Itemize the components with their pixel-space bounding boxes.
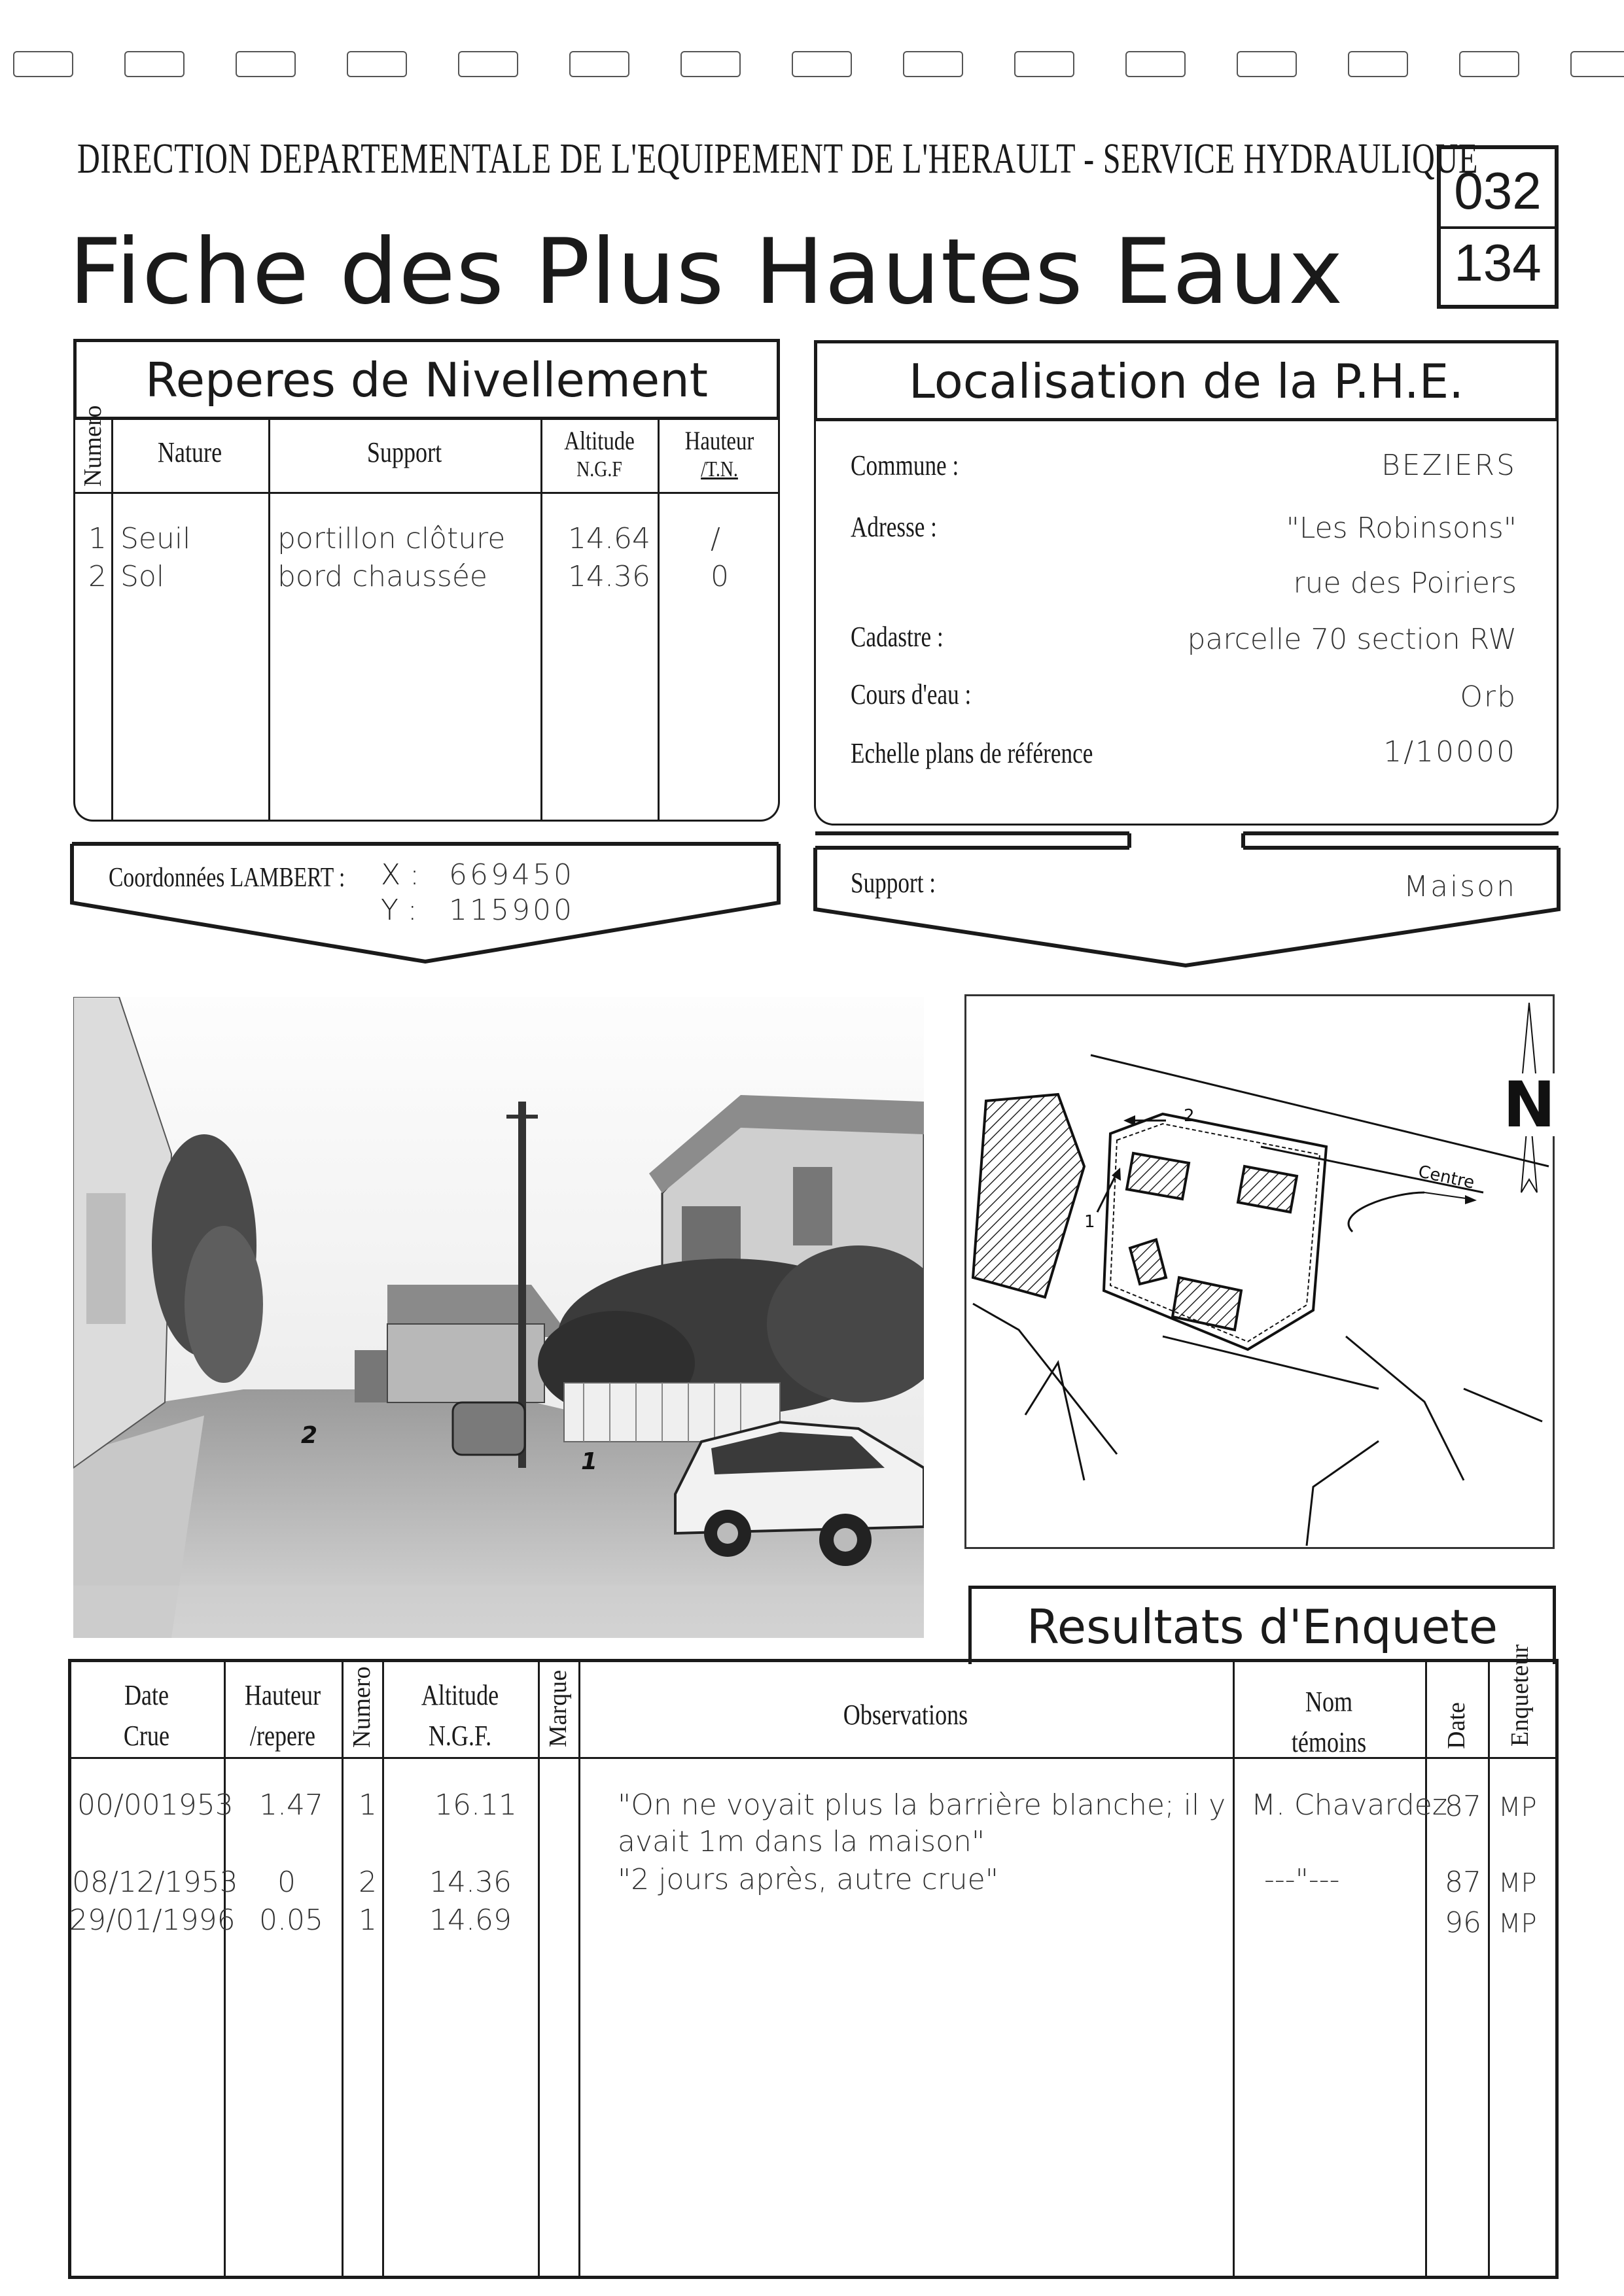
fiche-code-bottom: 134: [1454, 234, 1542, 292]
result-date: 08/12/1953: [72, 1866, 238, 1899]
result-witness: ---"---: [1264, 1863, 1340, 1896]
repere-support: portillon clôture: [277, 522, 506, 555]
result-observation-line2: avait 1m dans la maison": [618, 1825, 985, 1858]
site-photo: [73, 997, 924, 1638]
col-nature: Nature: [157, 436, 222, 468]
result-observation-line1: "On ne voyait plus la barrière blanche; il y: [618, 1788, 1226, 1822]
echelle-value: 1/10000: [1383, 735, 1517, 769]
result-altitude: 14.36: [429, 1866, 512, 1899]
support-label: Support :: [851, 867, 936, 899]
cours-eau-value: Orb: [1460, 680, 1517, 714]
result-surveyor: MP: [1498, 1868, 1537, 1898]
repere-altitude: 14.36: [568, 560, 650, 593]
repere-altitude: 14.64: [568, 522, 650, 555]
coord-x-label: X :: [381, 858, 419, 892]
localisation-title: Localisation de la P.H.E.: [908, 354, 1464, 409]
result-numero: 1: [359, 1904, 377, 1937]
col-altitude-resultats-line2: N.G.F.: [428, 1720, 492, 1752]
binder-hole: [458, 51, 518, 77]
result-witness: M. Chavardez: [1251, 1788, 1447, 1822]
commune-label: Commune :: [851, 449, 959, 481]
repere-hauteur: 0: [711, 560, 729, 593]
repere-support: bord chaussée: [277, 560, 487, 593]
site-plan-drawing: [966, 996, 1556, 1547]
photo-marker-2: 2: [301, 1422, 318, 1449]
result-numero: 1: [359, 1788, 377, 1822]
col-hauteur-repere: [236, 1679, 330, 1753]
page-title: Fiche des Plus Hautes Eaux: [69, 219, 1344, 324]
reperes-title: Reperes de Nivellement: [145, 353, 709, 408]
col-support: Support: [366, 436, 442, 468]
org-header: DIRECTION DEPARTEMENTALE DE L'EQUIPEMENT DE L'HERAULT - SERVICE HYDRAULIQUE: [77, 135, 1479, 183]
cadastre-label: Cadastre :: [851, 621, 944, 653]
repere-numero: 2: [88, 560, 107, 593]
coord-y-value: 115900: [449, 894, 574, 927]
result-surveyor: MP: [1498, 1909, 1537, 1939]
col-enqueteur: Enqueteur: [1506, 1644, 1534, 1747]
result-survey-date: 87: [1445, 1866, 1481, 1899]
result-date: 29/01/1996: [69, 1904, 236, 1937]
col-altitude: [552, 426, 646, 484]
binder-hole: [569, 51, 629, 77]
col-date-crue-line1: Date: [124, 1679, 169, 1711]
result-date: 00/001953: [77, 1788, 234, 1822]
north-arrow-label: N: [1503, 1068, 1556, 1141]
echelle-label: Echelle plans de référence: [851, 737, 1093, 769]
repere-nature: Seuil: [120, 522, 191, 555]
binder-hole: [903, 51, 963, 77]
col-date-crue: [84, 1679, 209, 1753]
binder-hole: [1459, 51, 1519, 77]
photo-illustration: [73, 997, 924, 1638]
localisation-title-box: [814, 340, 1559, 421]
col-numero: Numero: [79, 405, 107, 487]
repere-hauteur: /: [711, 522, 720, 555]
col-hauteur-repere-line1: Hauteur: [244, 1679, 321, 1711]
binder-hole: [680, 51, 741, 77]
col-nom-temoins: [1251, 1685, 1407, 1760]
adresse-line2: rue des Poiriers: [1293, 566, 1517, 600]
col-hauteur-repere-line2: /repere: [249, 1720, 316, 1752]
col-observations: Observations: [843, 1699, 968, 1731]
binder-hole: [347, 51, 407, 77]
result-surveyor: MP: [1498, 1792, 1537, 1822]
result-altitude: 14.69: [429, 1904, 512, 1937]
resultats-title-box: [968, 1586, 1556, 1664]
binder-hole: [792, 51, 852, 77]
col-altitude-line2: N.G.F: [576, 457, 622, 481]
binder-hole: [1348, 51, 1408, 77]
coordinates-arrow-box: [65, 837, 792, 968]
plan-marker-1: 1: [1084, 1212, 1095, 1232]
street-label-centre: Centre: [1416, 1162, 1477, 1193]
binder-hole: [124, 51, 185, 77]
photo-marker-1: 1: [581, 1448, 598, 1475]
result-hauteur: 1.47: [259, 1788, 323, 1822]
support-value: Maison: [1403, 870, 1517, 903]
binder-hole: [1570, 51, 1624, 77]
col-numero-resultats: Numero: [348, 1666, 376, 1748]
binder-hole: [236, 51, 296, 77]
binder-hole: [13, 51, 73, 77]
result-survey-date: 96: [1445, 1906, 1481, 1939]
col-altitude-resultats-line1: Altitude: [421, 1679, 499, 1711]
coord-y-label: Y :: [381, 894, 417, 927]
result-hauteur: 0.05: [259, 1904, 323, 1937]
result-survey-date: 87: [1445, 1790, 1481, 1823]
col-altitude-resultats: [397, 1679, 523, 1753]
result-hauteur: 0: [277, 1866, 296, 1899]
col-hauteur-line1: Hauteur: [684, 426, 754, 455]
commune-value: BEZIERS: [1381, 449, 1517, 482]
col-hauteur-line2: /T.N.: [701, 457, 738, 481]
col-marque: Marque: [544, 1669, 572, 1748]
coord-x-value: 669450: [449, 858, 574, 892]
col-nom-temoins-line2: témoins: [1291, 1726, 1367, 1758]
reperes-title-box: [73, 339, 780, 420]
col-nom-temoins-line1: Nom: [1305, 1686, 1353, 1718]
result-observation-line1: "2 jours après, autre crue": [618, 1863, 998, 1896]
fiche-code-box: [1437, 145, 1559, 309]
adresse-line1: "Les Robinsons": [1286, 512, 1517, 545]
binder-hole: [1014, 51, 1074, 77]
site-plan: [964, 994, 1555, 1549]
binder-hole: [1125, 51, 1186, 77]
cours-eau-label: Cours d'eau :: [851, 678, 972, 710]
col-altitude-line1: Altitude: [564, 426, 635, 455]
col-hauteur: [670, 426, 769, 484]
plan-marker-2: 2: [1184, 1106, 1195, 1126]
repere-nature: Sol: [120, 560, 165, 593]
result-altitude: 16.11: [434, 1788, 517, 1822]
cadastre-value: parcelle 70 section RW: [1187, 623, 1517, 656]
resultats-title: Resultats d'Enquete: [1027, 1599, 1498, 1654]
repere-numero: 1: [88, 522, 107, 555]
col-date-enquete: Date: [1443, 1702, 1470, 1749]
binder-hole: [1237, 51, 1297, 77]
adresse-label: Adresse :: [851, 511, 937, 543]
coord-label: Coordonnées LAMBERT :: [109, 863, 345, 893]
col-date-crue-line2: Crue: [123, 1720, 170, 1752]
fiche-code-top: 032: [1454, 162, 1542, 220]
result-numero: 2: [359, 1866, 377, 1899]
